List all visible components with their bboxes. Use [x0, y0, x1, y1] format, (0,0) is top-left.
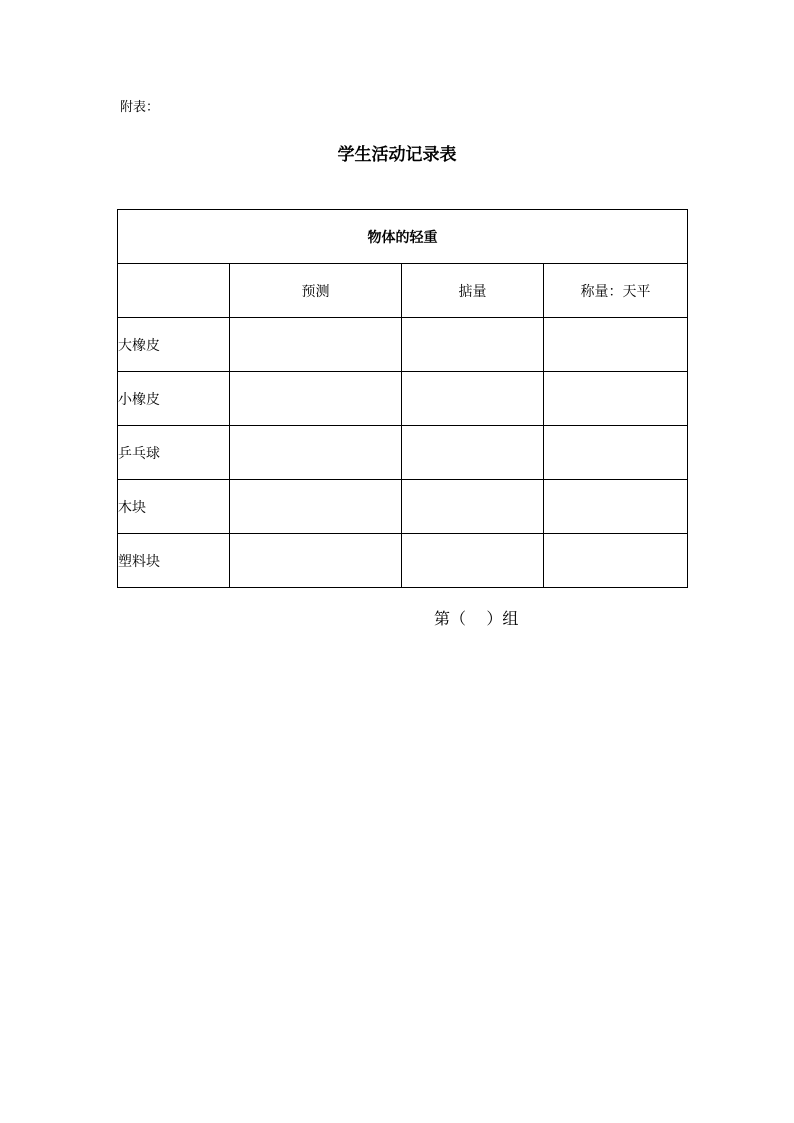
hand-weighing-cell[interactable] — [402, 318, 544, 372]
hand-weighing-cell[interactable] — [402, 480, 544, 534]
hand-weighing-cell[interactable] — [402, 426, 544, 480]
row-label-plastic-block: 塑料块 — [118, 534, 230, 588]
group-number-label: 第（ ）组 — [434, 609, 519, 628]
table-header-row — [118, 264, 688, 318]
balance-weighing-cell[interactable] — [544, 534, 688, 588]
header-cell-balance-weighing: 称量：天平 — [544, 264, 688, 318]
balance-weighing-cell[interactable] — [544, 426, 688, 480]
row-label-small-eraser: 小橡皮 — [118, 372, 230, 426]
appendix-label: 附表： — [120, 100, 160, 115]
table-row — [118, 534, 688, 588]
table-row — [118, 480, 688, 534]
table-title: 物体的轻重 — [118, 210, 688, 264]
header-cell-empty — [118, 264, 230, 318]
hand-weighing-cell[interactable] — [402, 534, 544, 588]
row-label-ping-pong-ball: 乒乓球 — [118, 426, 230, 480]
row-label-large-eraser: 大橡皮 — [118, 318, 230, 372]
table-row — [118, 372, 688, 426]
row-label-wood-block: 木块 — [118, 480, 230, 534]
balance-weighing-cell[interactable] — [544, 318, 688, 372]
balance-weighing-cell[interactable] — [544, 480, 688, 534]
header-cell-hand-weighing: 掂量 — [402, 264, 544, 318]
record-table — [117, 209, 688, 588]
prediction-cell[interactable] — [230, 372, 402, 426]
prediction-cell[interactable] — [230, 480, 402, 534]
prediction-cell[interactable] — [230, 426, 402, 480]
table-row — [118, 318, 688, 372]
document-title: 学生活动记录表 — [337, 145, 457, 165]
prediction-cell[interactable] — [230, 318, 402, 372]
table-title-row — [118, 210, 688, 264]
table-row — [118, 426, 688, 480]
hand-weighing-cell[interactable] — [402, 372, 544, 426]
header-cell-prediction: 预测 — [230, 264, 402, 318]
balance-weighing-cell[interactable] — [544, 372, 688, 426]
prediction-cell[interactable] — [230, 534, 402, 588]
